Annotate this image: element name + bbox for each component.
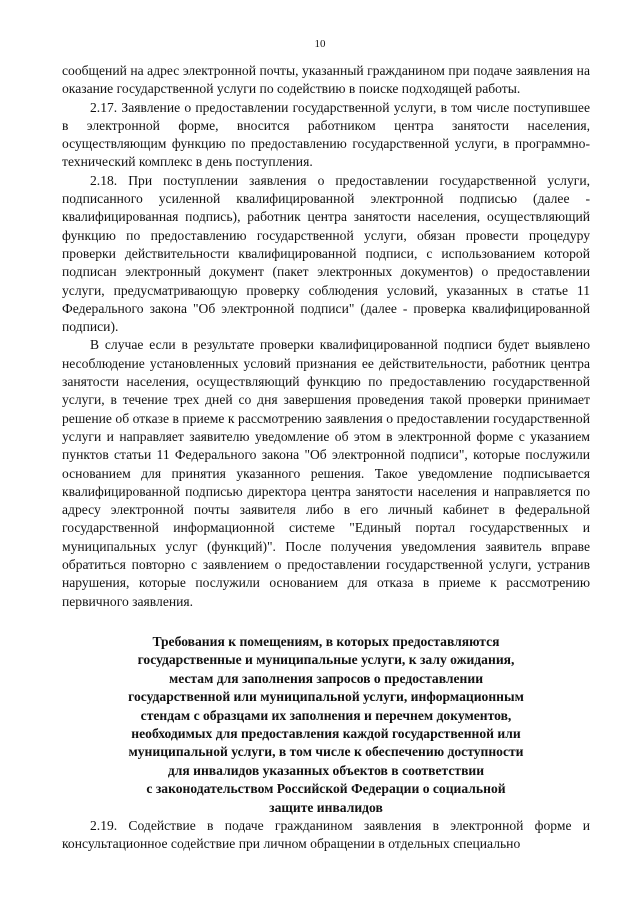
heading-line: муниципальной услуги, в том числе к обеспечению доступности <box>128 744 524 760</box>
heading-line: стендам с образцами их заполнения и перечнем документов, <box>140 707 512 723</box>
section-heading <box>62 633 590 817</box>
heading-line: для инвалидов указанных объектов в соответствии <box>167 762 485 778</box>
paragraph-2-19: 2.19. Содействие в подаче гражданином заявления в электронной форме и консультационное содействие при личном обращении в отдельных специально <box>62 817 590 852</box>
heading-line: государственные и муниципальные услуги, к залу ожидания, <box>137 652 515 668</box>
document-body <box>62 62 590 854</box>
heading-line: Требования к помещениям, в которых предоставляются <box>152 633 500 649</box>
heading-line: местам для заполнения запросов о предоставлении <box>168 670 484 686</box>
heading-line: необходимых для предоставления каждой государственной или <box>131 725 521 741</box>
heading-line: с законодательством Российской Федерации о социальной <box>146 781 506 797</box>
paragraph-2-17: 2.17. Заявление о предоставлении государственной услуги, в том числе поступившее в электронной форме, вносится работником центра занятости населения, осуществляющим функцию по предоставлению государственной услуги, в программно-технический комплекс в день поступления. <box>62 99 590 170</box>
paragraph-signature-check: В случае если в результате проверки квалифицированной подписи будет выявлено несоблюдение установленных условий признания ее действительности, работник центра занятости населения, осуществляющий функцию по предоставлению государственной услуги, в течение трех дней со дня завершения проведения такой проверки принимает решение об отказе в приеме к рассмотрению заявления о предоставлении государственной услуги и направляет заявителю уведомление об этом в электронной форме с указанием пунктов статьи 11 Федерального закона "Об электронной подписи", которые послужили основанием для принятия указанного решения. Такое уведомление подписывается квалифицированной подписью директора центра занятости населения и направляется по адресу электронной почты заявителя либо в его личный кабинет в федеральной государственной информационной системе "Единый портал государственных и муниципальных услуг (функций)". После получения уведомления заявитель вправе обратиться повторно с заявлением о предоставлении государственной услуги, устранив нарушения, которые послужили основанием для отказа в приеме к рассмотрению первичного заявления. <box>62 337 590 609</box>
heading-line: государственной или муниципальной услуги, информационным <box>128 689 524 705</box>
paragraph-continuation: сообщений на адрес электронной почты, указанный гражданином при подаче заявления на оказание государственной услуги по содействию в поиске подходящей работы. <box>62 63 590 97</box>
page-number: 10 <box>314 38 326 50</box>
paragraph-2-18: 2.18. При поступлении заявления о предоставлении государственной услуги, подписанного усиленной квалифицированной электронной подписью (далее - квалифицированная подпись), работник центра занятости населения, осуществляющий функцию по предоставлению государственной услуги, обязан провести процедуру проверки действительности квалифицированной подписи, с использованием которой подписан электронный документ (пакет электронных документов) о предоставлении услуги, предусматривающую проверку соблюдения условий, указанных в статье 11 Федерального закона "Об электронной подписи" (далее - проверка квалифицированной подписи). <box>62 172 590 335</box>
heading-line: защите инвалидов <box>269 799 383 815</box>
